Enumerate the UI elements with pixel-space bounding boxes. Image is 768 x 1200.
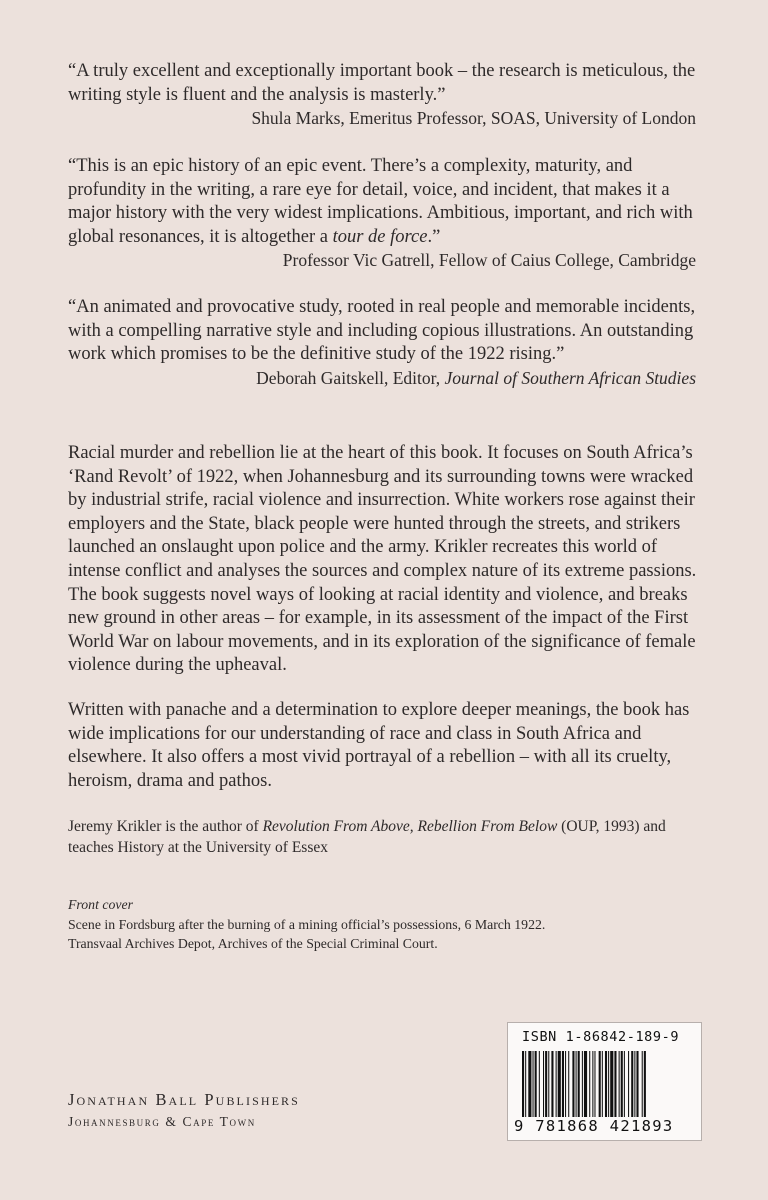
- book-description: [68, 442, 702, 678]
- quote-text-italic: tour de force: [332, 226, 428, 247]
- barcode-box: [507, 1022, 702, 1141]
- quote-attribution: [68, 367, 700, 391]
- ean-number: 9 781868 421893: [514, 1117, 674, 1135]
- review-quote-3: [68, 296, 700, 390]
- quote-text-main: “This is an epic history of an epic event. There’s a complexity, maturity, and profundity in the writing, a rare eye for detail, voice, and incident, that makes it a major history with the very widest implications. Ambitious, important, and rich with global resonances, it is altogether a: [68, 156, 693, 247]
- review-quote-1: [68, 60, 700, 131]
- review-quote-2: [68, 155, 700, 273]
- quote-text: “An animated and provocative study, rooted in real people and memorable incidents, with a compelling narrative style and including copious illustrations. An outstanding work which promises to be the definitive study of the 1922 rising.”: [68, 297, 696, 365]
- attribution-prefix: Deborah Gaitskell, Editor,: [256, 367, 445, 388]
- publisher-name: Jonathan Ball Publishers: [68, 1090, 300, 1109]
- author-prefix: Jeremy Krikler is the author of: [68, 818, 263, 835]
- cover-line-2: Transvaal Archives Depot, Archives of the Special Criminal Court.: [68, 936, 438, 952]
- quote-text-end: .”: [427, 226, 441, 247]
- isbn-label: ISBN 1-86842-189-9: [522, 1029, 680, 1045]
- description-paragraph-2: Written with panache and a determination to explore deeper meanings, the book has wide implications for our understanding of race and class in South Africa and elsewhere. It also offers a most vivid portrayal of a rebellion – with all its cruelty, heroism, drama and pathos.: [68, 700, 690, 791]
- author-bio: [68, 816, 698, 858]
- cover-label: Front cover: [68, 897, 134, 912]
- quote-text: “A truly excellent and exceptionally important book – the research is meticulous, the writing style is fluent and the analysis is masterly.”: [68, 61, 696, 105]
- cover-credit: [68, 895, 708, 954]
- quote-attribution: Shula Marks, Emeritus Professor, SOAS, University of London: [251, 108, 696, 129]
- quote-text: [68, 155, 700, 249]
- barcode-icon: [522, 1051, 688, 1117]
- cover-line-1: Scene in Fordsburg after the burning of a mining official’s possessions, 6 March 1922.: [68, 916, 546, 932]
- description-paragraph-1: Racial murder and rebellion lie at the heart of this book. It focuses on South Africa’s ‘Rand Revolt’ of 1922, when Johannesburg and its surrounding towns were wracked by industrial strife, racial violence and insurrection. White workers rose against their employers and the State, black people were hunted through the streets, and strikers launched an onslaught upon police and the army. Krikler recreates this world of intense conflict and analyses the sources and complex nature of its extreme passions. The book suggests novel ways of looking at racial identity and violence, and breaks new ground in other areas – for example, in its assessment of the impact of the First World War on labour movements, and in its exploration of the significance of female violence during the upheaval.: [68, 443, 697, 676]
- journal-title: Journal of Southern African Studies: [444, 367, 696, 388]
- quote-attribution: Professor Vic Gatrell, Fellow of Caius College, Cambridge: [282, 250, 696, 271]
- book-description-2: [68, 699, 702, 793]
- author-suffix: (OUP, 1993) and teaches History at the University of Essex: [68, 818, 666, 856]
- publisher-cities: Johannesburg & Cape Town: [68, 1114, 256, 1129]
- author-book-title: Revolution From Above, Rebellion From Below: [262, 818, 558, 835]
